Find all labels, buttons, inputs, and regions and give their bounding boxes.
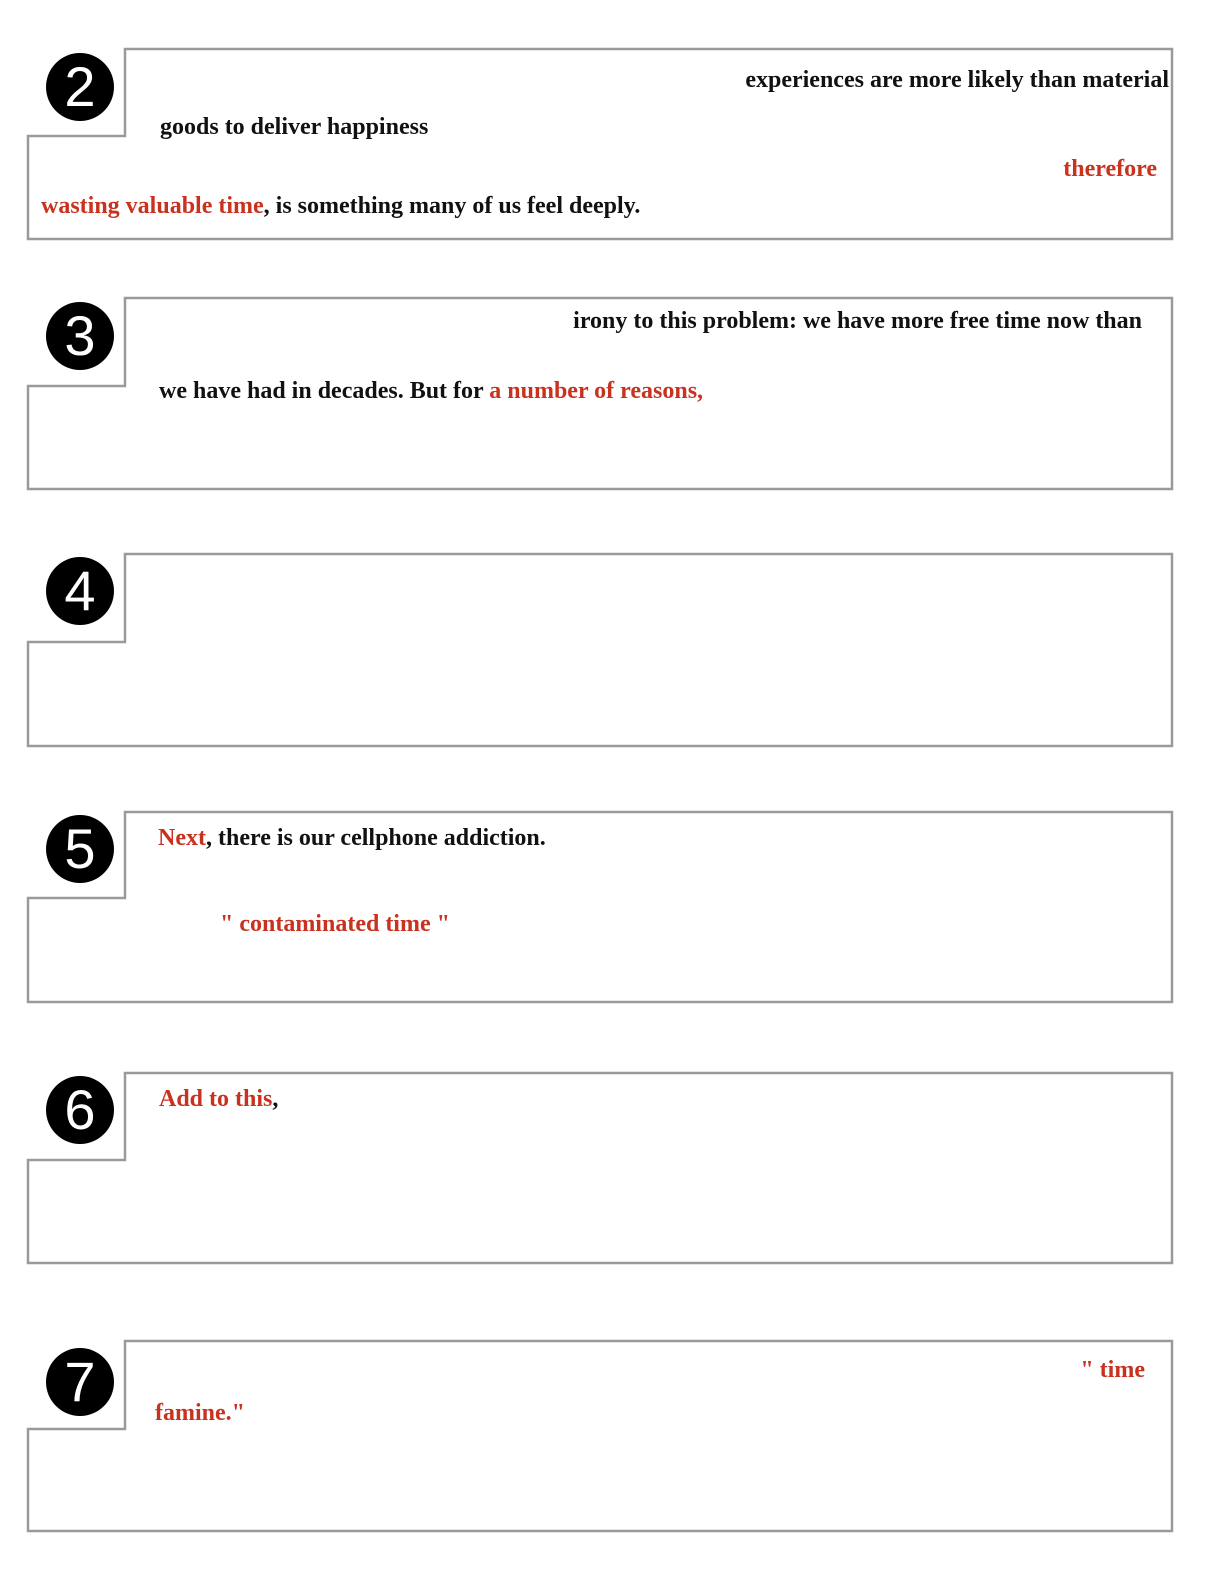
highlight-phrase: Next bbox=[158, 825, 206, 851]
highlight-phrase: Add to this bbox=[159, 1086, 273, 1112]
card-2-line-3: therefore bbox=[1063, 156, 1157, 182]
number-badge: 6 bbox=[46, 1076, 114, 1144]
card-2-line-4 bbox=[41, 193, 640, 220]
number-badge: 5 bbox=[46, 815, 114, 883]
card-frame bbox=[0, 1293, 1221, 1493]
number-badge: 3 bbox=[46, 302, 114, 370]
number-badge: 2 bbox=[46, 53, 114, 121]
card-7-line-2: famine." bbox=[155, 1400, 245, 1426]
number-badge: 4 bbox=[46, 557, 114, 625]
card-3-line-1: irony to this problem: we have more free time now than bbox=[573, 308, 1142, 334]
card-frame bbox=[0, 0, 1221, 200]
card-3-line-2 bbox=[159, 378, 703, 405]
card-frame bbox=[0, 250, 1221, 450]
card-6-line-1 bbox=[159, 1086, 278, 1113]
number-badge: 7 bbox=[46, 1348, 114, 1416]
card-5-line-2: " contaminated time " bbox=[220, 911, 450, 937]
card-2-line-1: experiences are more likely than material bbox=[745, 67, 1169, 93]
highlight-phrase: a number of reasons, bbox=[489, 378, 704, 404]
body-text: , bbox=[272, 1086, 279, 1112]
body-text: , there is our cellphone addiction. bbox=[205, 825, 546, 851]
card-frame bbox=[0, 1025, 1221, 1225]
card-2-line-2: goods to deliver happiness bbox=[160, 114, 429, 140]
body-text: we have had in decades. But for bbox=[159, 378, 490, 404]
body-text: , is something many of us feel deeply. bbox=[263, 193, 641, 219]
card-frame bbox=[0, 764, 1221, 964]
highlight-phrase: wasting valuable time bbox=[41, 193, 264, 219]
card-5-line-1 bbox=[158, 825, 546, 852]
card-7-line-1: " time bbox=[1080, 1357, 1145, 1383]
card-frame bbox=[0, 506, 1221, 706]
